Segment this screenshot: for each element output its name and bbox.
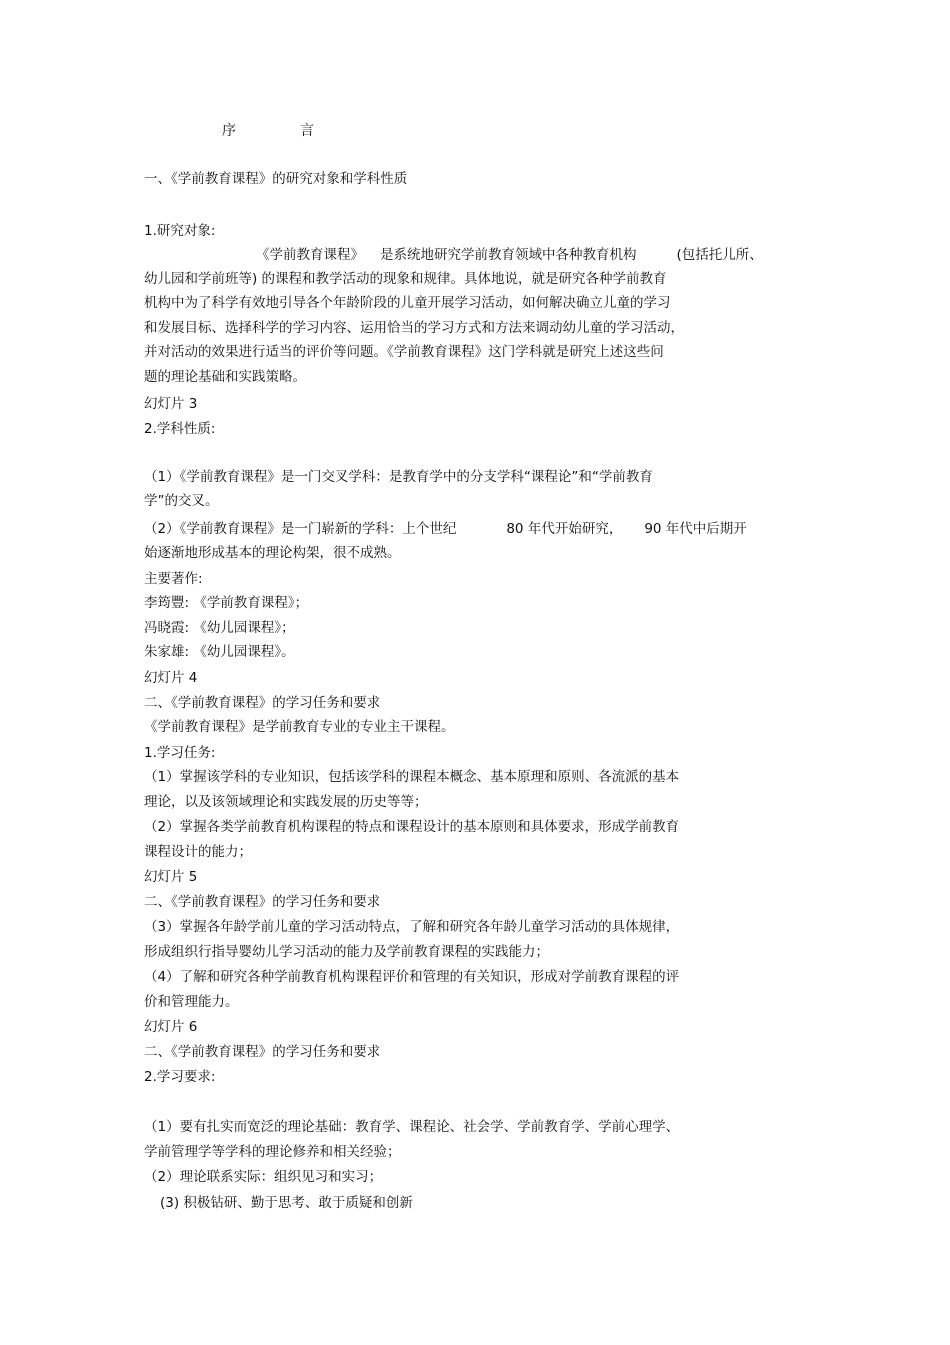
paragraph-line [144,520,747,538]
text-span: 80 年代开始研究， [506,521,623,537]
section-heading-2: 二、《学前教育课程》的学习任务和要求 [144,1044,381,1060]
paragraph-line: 理论，以及该领域理论和实践发展的历史等等； [144,794,428,810]
learning-tasks-label: 1.学习任务: [144,745,216,761]
section-heading-2: 二、《学前教育课程》的学习任务和要求 [144,894,381,910]
page-title [222,122,314,140]
paragraph-line: 始逐渐地形成基本的理论构架，很不成熟。 [144,545,401,561]
subject-nature-label: 2.学科性质: [144,421,216,437]
paragraph-line [256,246,763,264]
paragraph-line: （3）掌握各年龄学前儿童的学习活动特点，了解和研究各年龄儿童学习活动的具体规律， [144,919,680,935]
paragraph-line: （1）掌握该学科的专业知识，包括该学科的课程本概念、基本原理和原则、各流派的基本 [144,769,680,785]
paragraph-line: 课程设计的能力； [144,844,252,860]
list-item: 李筠豐: 《学前教育课程》； [144,595,309,611]
paragraph-line: 学前管理学等学科的理论修养和相关经验； [144,1144,401,1160]
paragraph-line: （2）理论联系实际：组织见习和实习； [144,1169,383,1185]
slide-marker: 幻灯片 4 [144,670,198,686]
text-span: 《学前教育课程》 [256,247,364,263]
paragraph-line: （1）《学前教育课程》是一门交叉学科：是教育学中的分支学科“课程论”和“学前教育 [144,469,653,485]
paragraph-line: （4）了解和研究各种学前教育机构课程评价和管理的有关知识，形成对学前教育课程的评 [144,969,680,985]
section-heading-2: 二、《学前教育课程》的学习任务和要求 [144,695,381,711]
paragraph-line: （2）掌握各类学前教育机构课程的特点和课程设计的基本原则和具体要求，形成学前教育 [144,819,680,835]
title-char-right: 言 [300,123,314,139]
paragraph-line: 和发展目标、选择科学的学习内容、运用恰当的学习方式和方法来调动幼儿童的学习活动， [144,320,684,336]
paragraph-line: 题的理论基础和实践策略。 [144,369,306,385]
slide-marker: 幻灯片 6 [144,1019,198,1035]
paragraph-line: （1）要有扎实而宽泛的理论基础：教育学、课程论、社会学、学前教育学、学前心理学、 [144,1119,680,1135]
paragraph-line: 《学前教育课程》是学前教育专业的专业主干课程。 [144,719,455,735]
text-span: （2）《学前教育课程》是一门崭新的学科：上个世纪 [144,521,457,537]
title-char-left: 序 [222,123,236,139]
paragraph-line: 幼儿园和学前班等) 的课程和教学活动的现象和规律。具体地说，就是研究各种学前教育 [144,271,667,287]
paragraph-line: 形成组织行指导婴幼儿学习活动的能力及学前教育课程的实践能力； [144,944,549,960]
main-works-label: 主要著作: [144,571,203,587]
slide-marker: 幻灯片 3 [144,396,198,412]
list-item: 冯晓霞: 《幼儿园课程》； [144,620,295,636]
section-heading-1: 一、《学前教育课程》的研究对象和学科性质 [144,171,408,187]
text-span: (包括托儿所、 [676,247,763,263]
paragraph-line: (3) 积极钻研、勤于思考、敢于质疑和创新 [160,1195,413,1211]
paragraph-line: 价和管理能力。 [144,994,239,1010]
slide-marker: 幻灯片 5 [144,869,198,885]
text-span: 90 年代中后期开 [644,521,747,537]
paragraph-line: 学”的交叉。 [144,493,219,509]
research-object-label: 1.研究对象: [144,223,216,239]
list-item: 朱家雄: 《幼儿园课程》。 [144,644,295,660]
paragraph-line: 并对活动的效果进行适当的评价等问题。《学前教育课程》这门学科就是研究上述这些问 [144,344,664,360]
learning-requirements-label: 2.学习要求: [144,1069,216,1085]
text-span: 是系统地研究学前教育领域中各种教育机构 [380,247,637,263]
paragraph-line: 机构中为了科学有效地引导各个年龄阶段的儿童开展学习活动，如何解决确立儿童的学习 [144,295,671,311]
